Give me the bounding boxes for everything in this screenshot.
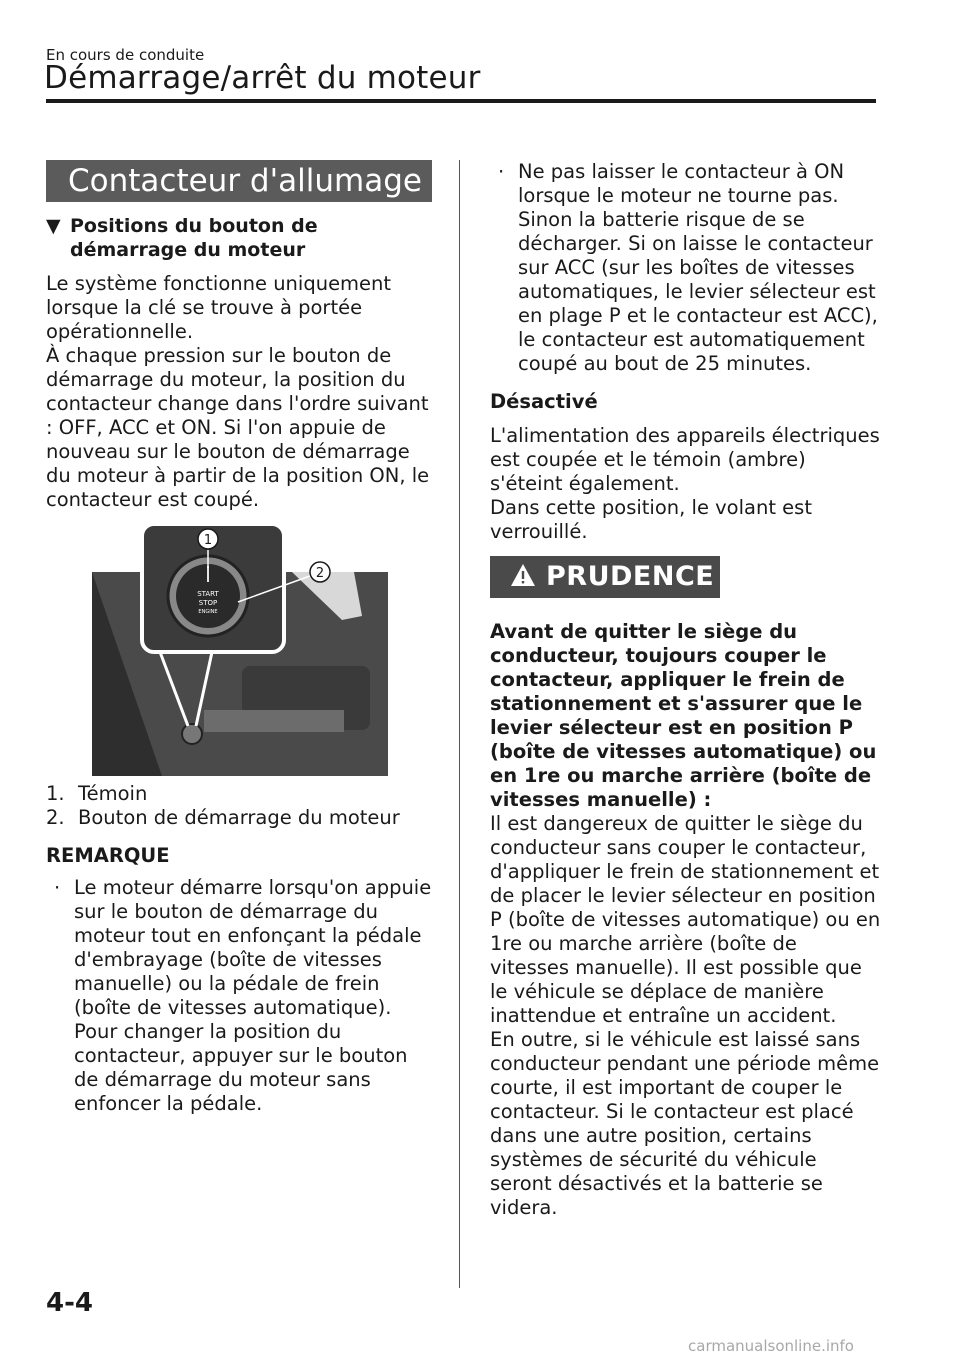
off-position-text-1: L'alimentation des appareils électriques est coupée et le témoin (ambre) s'éteint également. [490, 424, 880, 495]
caution-text-2: En outre, si le véhicule est laissé sans conducteur pendant une période même courte, il est important de couper le contacteur. Si le contacteur est placé dans une autre position, certains systèmes de sécurité du véhicule seront désactivés et la batterie se videra. [490, 1028, 880, 1219]
subsection-heading [46, 214, 436, 262]
callout-2-number: 2 [315, 566, 325, 581]
section-banner: Contacteur d'allumage [46, 160, 432, 202]
header-rule [46, 99, 876, 103]
caution-banner [490, 556, 720, 598]
acc-bullet: · Ne pas laisser le contacteur à ON lorsque le moteur ne tourne pas. Sinon la batterie risque de se décharger. Si on laisse le contacteur sur ACC (sur les boîtes de vitesses automatiques, le levier sélecteur est en plage P et le contacteur est ACC), le contacteur est automatiquement coupé au bout de 25 minutes. [490, 160, 882, 376]
page-title: Démarrage/arrêt du moteur [44, 60, 481, 96]
callout-1-number: 1 [203, 533, 213, 548]
page-number: 4-4 [46, 1288, 93, 1318]
off-position-text-2: Dans cette position, le volant est verrouillé. [490, 496, 812, 543]
intro-paragraph-2: À chaque pression sur le bouton de démarrage du moteur, la position du contacteur change dans l'ordre suivant : OFF, ACC et ON. Si l'on appuie de nouveau sur le bouton de démarrage du moteur à partir de la position ON, le contacteur est coupé. [46, 344, 430, 511]
intro-paragraph-1: Le système fonctionne uniquement lorsque la clé se trouve à portée opérationnelle. [46, 272, 392, 343]
subsection-heading-text: Positions du bouton de démarrage du moteur [70, 215, 318, 261]
watermark: carmanualsonline.info [688, 1337, 854, 1355]
left-column [46, 160, 436, 1116]
list-item: 1. Témoin [46, 782, 148, 805]
small-start-button [182, 724, 202, 744]
figure-legend [46, 782, 436, 830]
right-column [490, 160, 882, 1220]
button-text-stop: STOP [198, 599, 218, 607]
note-title: REMARQUE [46, 844, 170, 867]
button-text-start: START [197, 590, 219, 598]
control-strip [204, 710, 344, 732]
bullet-dot: · [498, 160, 505, 183]
start-button-figure [92, 520, 392, 776]
triangle-marker-icon: ▼ [46, 215, 61, 237]
button-text-engine: ENGINE [198, 609, 218, 615]
caution-text-1: Il est dangereux de quitter le siège du conducteur sans couper le contacteur, d'appliquer le frein de stationnement et de placer le levier sélecteur en position P (boîte de vitesses automatique) ou en 1re ou marche arrière (boîte de vitesses manuelle). Il est possible que le véhicule se déplace de manière inattendue et entraîne un accident. [490, 812, 881, 1027]
chapter-label: En cours de conduite [46, 46, 205, 64]
note-bullet: · Le moteur démarre lorsqu'on appuie sur le bouton de démarrage du moteur tout en enfonçant la pédale d'embrayage (boîte de vitesses manuelle) ou la pédale de frein (boîte de vitesses automatique). Pour changer la position du contacteur, appuyer sur le bouton de démarrage du moteur sans enfoncer la pédale. [46, 876, 436, 1116]
dashboard-illustration [92, 520, 392, 776]
caution-label: PRUDENCE [546, 561, 715, 592]
off-position-title: Désactivé [490, 390, 598, 413]
bullet-dot: · [54, 876, 61, 899]
list-item: 2. Bouton de démarrage du moteur [46, 806, 400, 829]
warning-triangle-icon [510, 563, 536, 591]
column-divider [459, 160, 460, 1288]
caution-bold-text: Avant de quitter le siège du conducteur, toujours couper le contacteur, appliquer le frein de stationnement et s'assurer que le levier sélecteur est en position P (boîte de vitesses automatique) ou en 1re ou marche arrière (boîte de vitesses manuelle) : [490, 620, 877, 811]
